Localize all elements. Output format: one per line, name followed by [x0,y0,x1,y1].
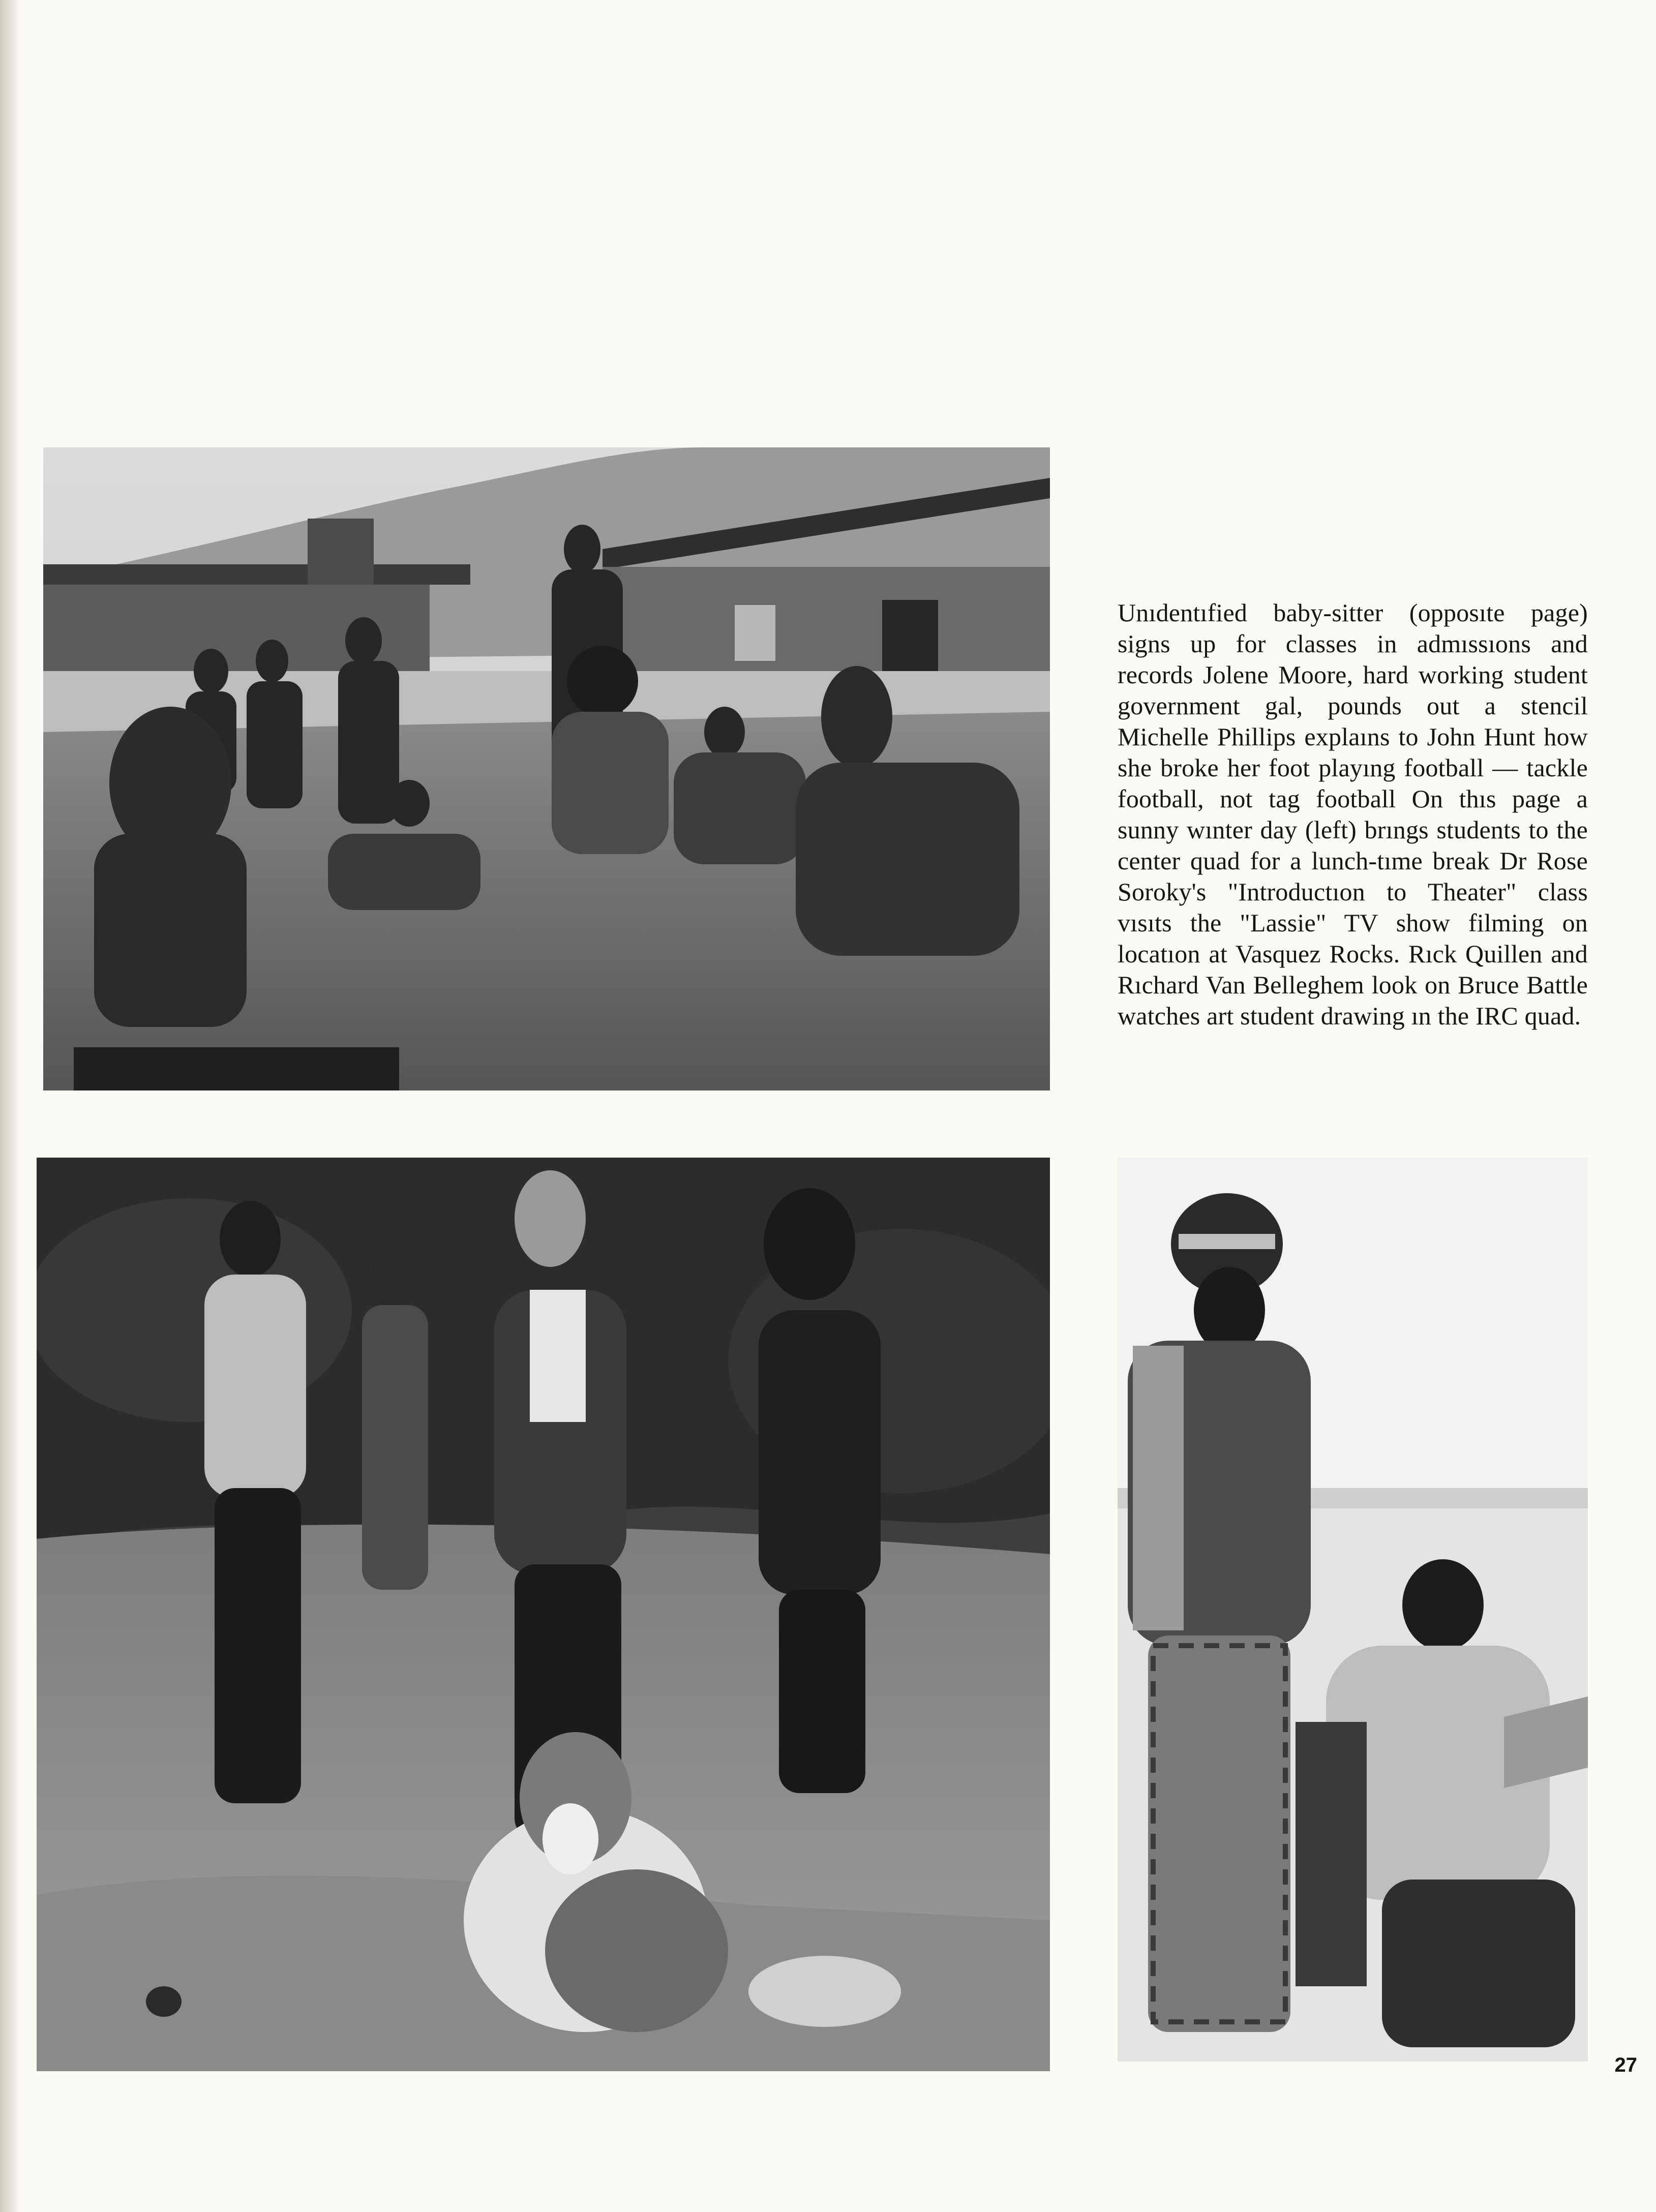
photo-students-quad-lunch-image [43,447,1050,1090]
binding-shadow [0,0,20,2212]
photo-art-student-irc-quad-image [1118,1158,1588,2062]
photo-lassie-filming-vasquez-rocks [37,1158,1050,2071]
photo-art-student-irc-quad [1118,1158,1588,2062]
photo-caption: Unıdentıfied baby-sitter (opposıte page) signs up for classes in admıssıons and records Jolene Moore, hard working student government gal, pounds out a stencil Michelle Phillips explaıns to John Hunt how she broke her foot playıng football — tackle football, not tag football On thıs page a sunny wınter day (left) brıngs students to the center quad for a lunch-tıme break Dr Rose Soroky's "Introductıon to Theater" class vısıts the "Lassie" TV show filming on locatıon at Vasquez Rocks. Rıck Quillen and Rıchard Van Belleghem look on Bruce Battle watches art student drawing ın the IRC quad. [1118,598,1588,1030]
photo-students-quad-lunch [43,447,1050,1090]
page-number: 27 [1614,2054,1637,2076]
photo-lassie-filming-vasquez-rocks-image [37,1158,1050,2071]
